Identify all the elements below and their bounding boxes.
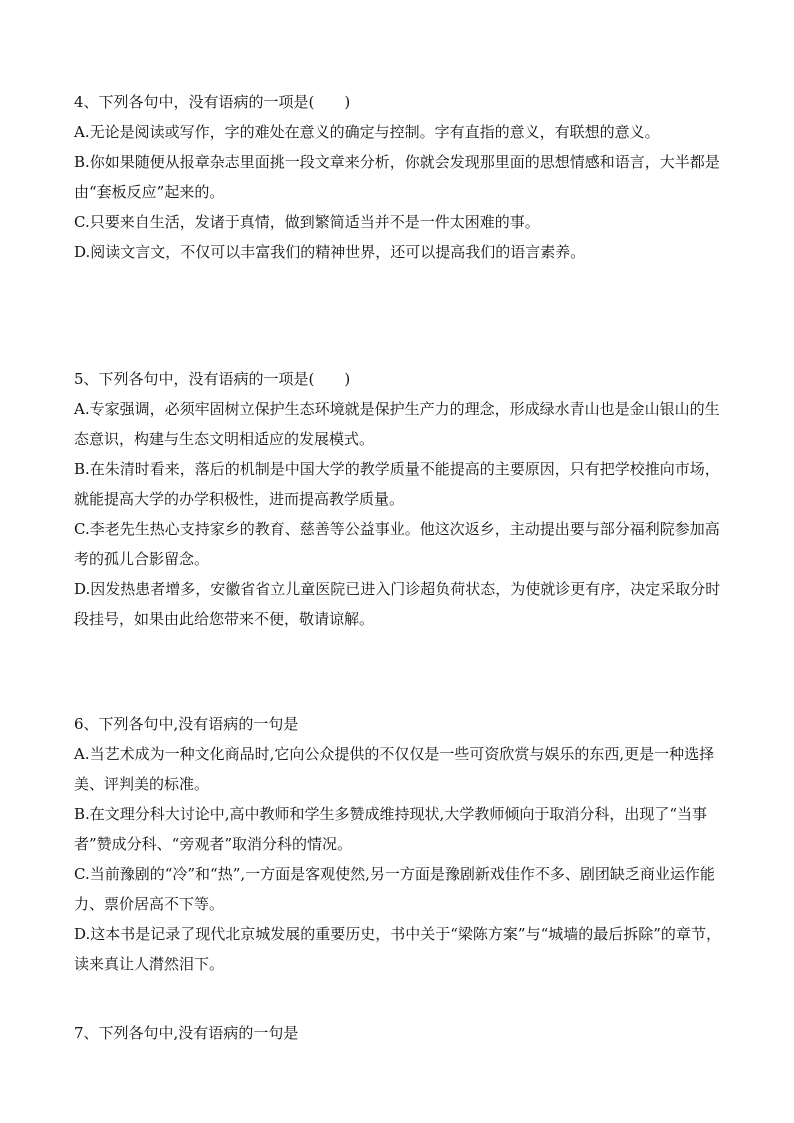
option-d: D.阅读文言文，不仅可以丰富我们的精神世界，还可以提高我们的语言素养。 (74, 243, 586, 261)
option-d: D.这本书是记录了现代北京城发展的重要历史，书中关于“梁陈方案”与“城墙的最后拆除”的章节，读来真让人潸然泪下。 (74, 925, 721, 973)
option-a: A.专家强调，必须牢固树立保护生态环境就是保护生产力的理念，形成绿水青山也是金山银山的生态意识，构建与生态文明相适应的发展模式。 (74, 400, 720, 448)
option-a: A.当艺术成为一种文化商品时,它向公众提供的不仅仅是一些可资欣赏与娱乐的东西,更是一种选择美、评判美的标准。 (74, 745, 715, 793)
option-c: C.当前豫剧的“冷”和“热”,一方面是客观使然,另一方面是豫剧新戏佳作不多、剧团缺乏商业运作能力、票价居高不下等。 (74, 865, 715, 913)
option-b: B.在朱清时看来，落后的机制是中国大学的教学质量不能提高的主要原因，只有把学校推向市场，就能提高大学的办学积极性，进而提高教学质量。 (74, 460, 720, 508)
option-c: C.只要来自生活，发诸于真情，做到繁简适当并不是一件太困难的事。 (74, 213, 540, 231)
question-6 (74, 709, 724, 979)
option-c: C.李老先生热心支持家乡的教育、慈善等公益事业。他这次返乡，主动提出要与部分福利院参加高考的孤儿合影留念。 (74, 520, 720, 568)
option-b: B.在文理分科大讨论中,高中教师和学生多赞成维持现状,大学教师倾向于取消分科，出现了“当事者”赞成分科、“旁观者”取消分科的情况。 (74, 805, 707, 853)
question-stem: 6、下列各句中,没有语病的一句是 (74, 715, 299, 733)
question-stem: 4、下列各句中，没有语病的一项是( ) (74, 93, 351, 111)
question-7 (74, 1018, 724, 1048)
option-b: B.你如果随便从报章杂志里面挑一段文章来分析，你就会发现那里面的思想情感和语言，大半都是由“套板反应”起来的。 (74, 153, 720, 201)
question-5 (74, 364, 724, 634)
option-d: D.因发热患者增多，安徽省省立儿童医院已进入门诊超负荷状态，为使就诊更有序，决定采取分时段挂号，如果由此给您带来不便，敬请谅解。 (74, 580, 721, 628)
question-stem: 7、下列各句中,没有语病的一句是 (74, 1024, 299, 1042)
question-4 (74, 87, 724, 267)
option-a: A.无论是阅读或写作，字的难处在意义的确定与控制。字有直指的意义，有联想的意义。 (74, 123, 660, 141)
question-stem: 5、下列各句中，没有语病的一项是( ) (74, 370, 351, 388)
